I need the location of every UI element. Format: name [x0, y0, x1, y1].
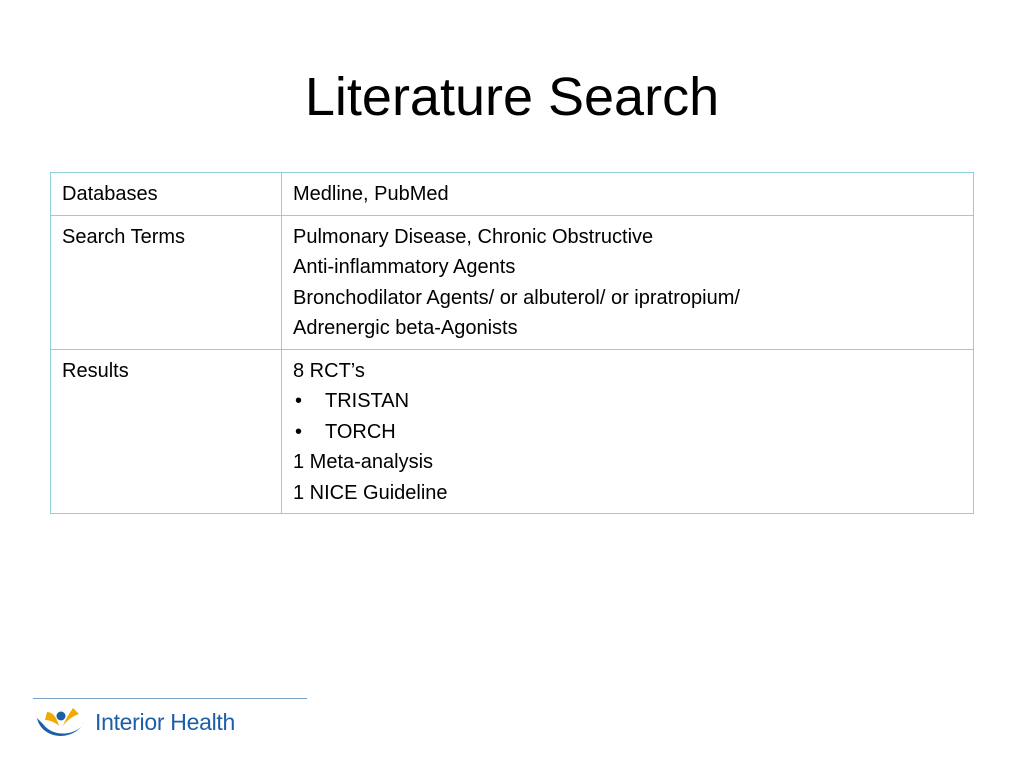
result-bullet-text: TORCH — [325, 420, 396, 443]
bullet-icon: • — [295, 390, 303, 412]
logo-head-icon — [57, 712, 66, 721]
result-line: 1 NICE Guideline — [293, 481, 448, 504]
slide-title: Literature Search — [304, 67, 720, 127]
result-bullet-item — [293, 386, 963, 417]
logo-right-wing-icon — [63, 708, 79, 726]
search-term-line: Bronchodilator Agents/ or albuterol/ or ipratropium/ — [293, 286, 740, 309]
logo-wordmark: Interior Health — [95, 709, 235, 735]
row-label-databases: Databases — [51, 173, 282, 216]
result-bullet-item — [293, 417, 963, 448]
search-term-line: Pulmonary Disease, Chronic Obstructive — [293, 225, 654, 248]
table-row-databases — [51, 173, 974, 216]
logo-left-wing-icon — [45, 712, 59, 726]
logo-swoosh-icon — [37, 718, 85, 736]
result-line: 1 Meta-analysis — [293, 451, 434, 473]
row-value-results — [282, 349, 974, 514]
search-term-line: Anti-inflammatory Agents — [293, 256, 516, 278]
search-term-line: Adrenergic beta-Agonists — [293, 317, 518, 339]
row-value-search-terms — [282, 215, 974, 349]
databases-line: Medline, PubMed — [293, 183, 449, 205]
result-line: 8 RCT’s — [293, 359, 365, 382]
footer-divider — [33, 698, 307, 699]
row-value-databases — [282, 173, 974, 216]
row-label-results: Results — [51, 349, 282, 514]
literature-search-table — [50, 172, 974, 514]
interior-health-logo-icon — [33, 704, 89, 746]
table-row-results — [51, 349, 974, 514]
row-label-search-terms: Search Terms — [51, 215, 282, 349]
table-row-search-terms — [51, 215, 974, 349]
bullet-icon: • — [295, 420, 303, 443]
result-bullet-text: TRISTAN — [325, 390, 410, 412]
